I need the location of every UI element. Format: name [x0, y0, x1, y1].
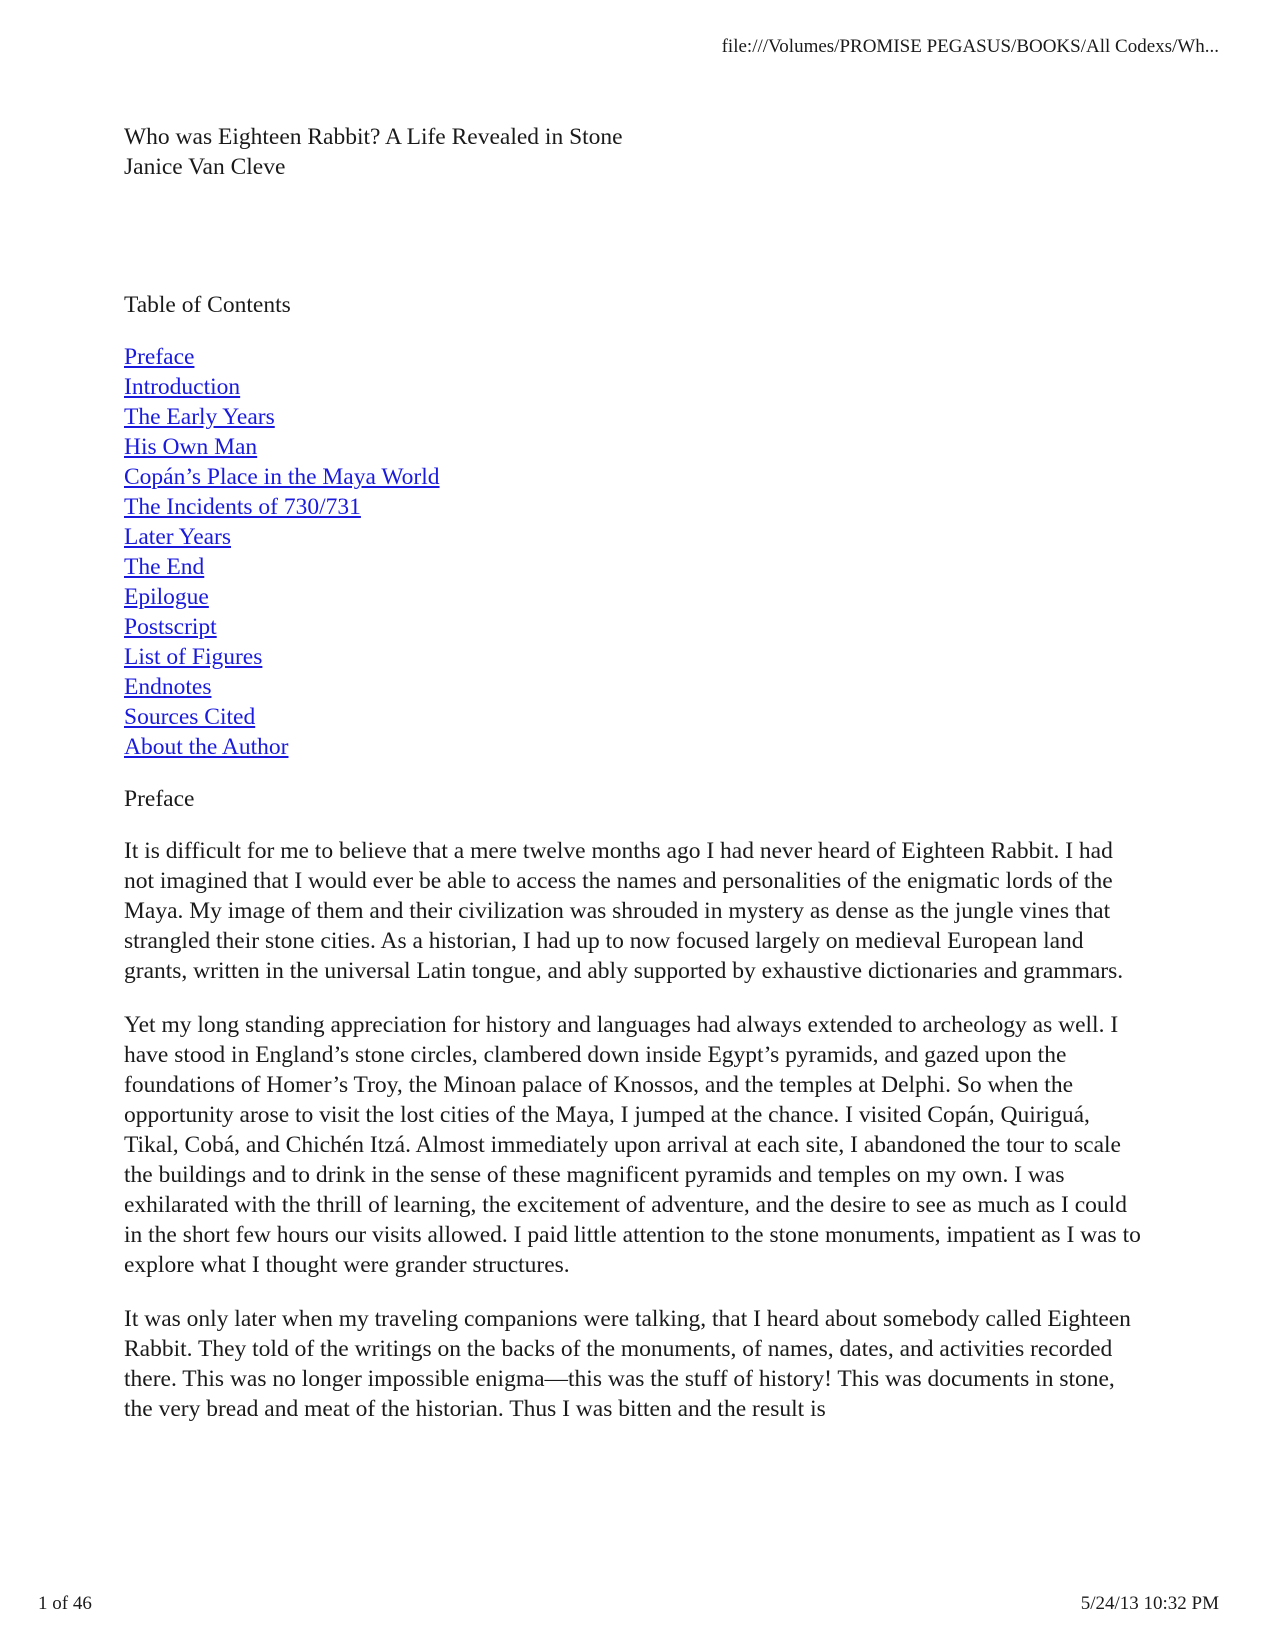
toc-link-sources-cited[interactable]: Sources Cited — [124, 704, 256, 730]
toc-link-early-years[interactable]: The Early Years — [124, 404, 275, 430]
toc-item — [124, 642, 1144, 672]
book-title: Who was Eighteen Rabbit? A Life Revealed in Stone — [124, 124, 623, 150]
toc-item — [124, 612, 1144, 642]
toc-link-about-author[interactable]: About the Author — [124, 734, 289, 760]
toc-link-copans-place[interactable]: Copán’s Place in the Maya World — [124, 464, 440, 490]
toc-link-later-years[interactable]: Later Years — [124, 524, 232, 550]
page-counter: 1 of 46 — [38, 1593, 92, 1614]
toc-item — [124, 552, 1144, 582]
toc-item — [124, 432, 1144, 462]
toc-list — [124, 342, 1144, 762]
header-url: file:///Volumes/PROMISE PEGASUS/BOOKS/All Codexs/Wh... — [721, 36, 1219, 57]
section-heading: Preface — [124, 786, 195, 812]
toc-link-postscript[interactable]: Postscript — [124, 614, 217, 640]
book-author: Janice Van Cleve — [124, 154, 286, 180]
toc-item — [124, 372, 1144, 402]
title-block — [124, 122, 1144, 182]
paragraph: It is difficult for me to believe that a mere twelve months ago I had never heard of Eighteen Rabbit. I had not imagined that I would ever be able to access the names and personalities of the enigmatic lords of the Maya. My image of them and their civilization was shrouded in mystery as dense as the jungle vines that strangled their stone cities. As a historian, I had up to now focused largely on medieval European land grants, written in the universal Latin tongue, and ably supported by exhaustive dictionaries and grammars. — [124, 838, 1124, 984]
toc-item — [124, 582, 1144, 612]
toc-link-list-of-figures[interactable]: List of Figures — [124, 644, 263, 670]
toc-item — [124, 342, 1144, 372]
toc-item — [124, 522, 1144, 552]
toc-link-the-end[interactable]: The End — [124, 554, 205, 580]
toc-heading: Table of Contents — [124, 292, 291, 318]
toc-link-preface[interactable]: Preface — [124, 344, 195, 370]
toc-link-epilogue[interactable]: Epilogue — [124, 584, 209, 610]
toc-item — [124, 732, 1144, 762]
toc-item — [124, 462, 1144, 492]
toc-item — [124, 402, 1144, 432]
document-body — [124, 122, 1144, 1448]
toc-item — [124, 702, 1144, 732]
toc-link-introduction[interactable]: Introduction — [124, 374, 241, 400]
paragraph: It was only later when my traveling companions were talking, that I heard about somebody called Eighteen Rabbit. They told of the writings on the backs of the monuments, of names, dates, and activities recorded there. This was no longer impossible enigma—this was the stuff of history! This was documents in stone, the very bread and meat of the historian. Thus I was bitten and the result is — [124, 1306, 1131, 1422]
toc-item — [124, 672, 1144, 702]
toc-link-his-own-man[interactable]: His Own Man — [124, 434, 258, 460]
paragraph: Yet my long standing appreciation for history and languages had always extended to archeology as well. I have stood in England’s stone circles, clambered down inside Egypt’s pyramids, and gazed upon the foundations of Homer’s Troy, the Minoan palace of Knossos, and the temples at Delphi. So when the opportunity arose to visit the lost cities of the Maya, I jumped at the chance. I visited Copán, Quiriguá, Tikal, Cobá, and Chichén Itzá. Almost immediately upon arrival at each site, I abandoned the tour to scale the buildings and to drink in the sense of these magnificent pyramids and temples on my own. I was exhilarated with the thrill of learning, the excitement of adventure, and the desire to see as much as I could in the short few hours our visits allowed. I paid little attention to the stone monuments, impatient as I was to explore what I thought were grander structures. — [124, 1012, 1141, 1278]
toc-link-incidents[interactable]: The Incidents of 730/731 — [124, 494, 361, 520]
toc-item — [124, 492, 1144, 522]
toc-link-endnotes[interactable]: Endnotes — [124, 674, 212, 700]
print-timestamp: 5/24/13 10:32 PM — [1080, 1593, 1219, 1614]
